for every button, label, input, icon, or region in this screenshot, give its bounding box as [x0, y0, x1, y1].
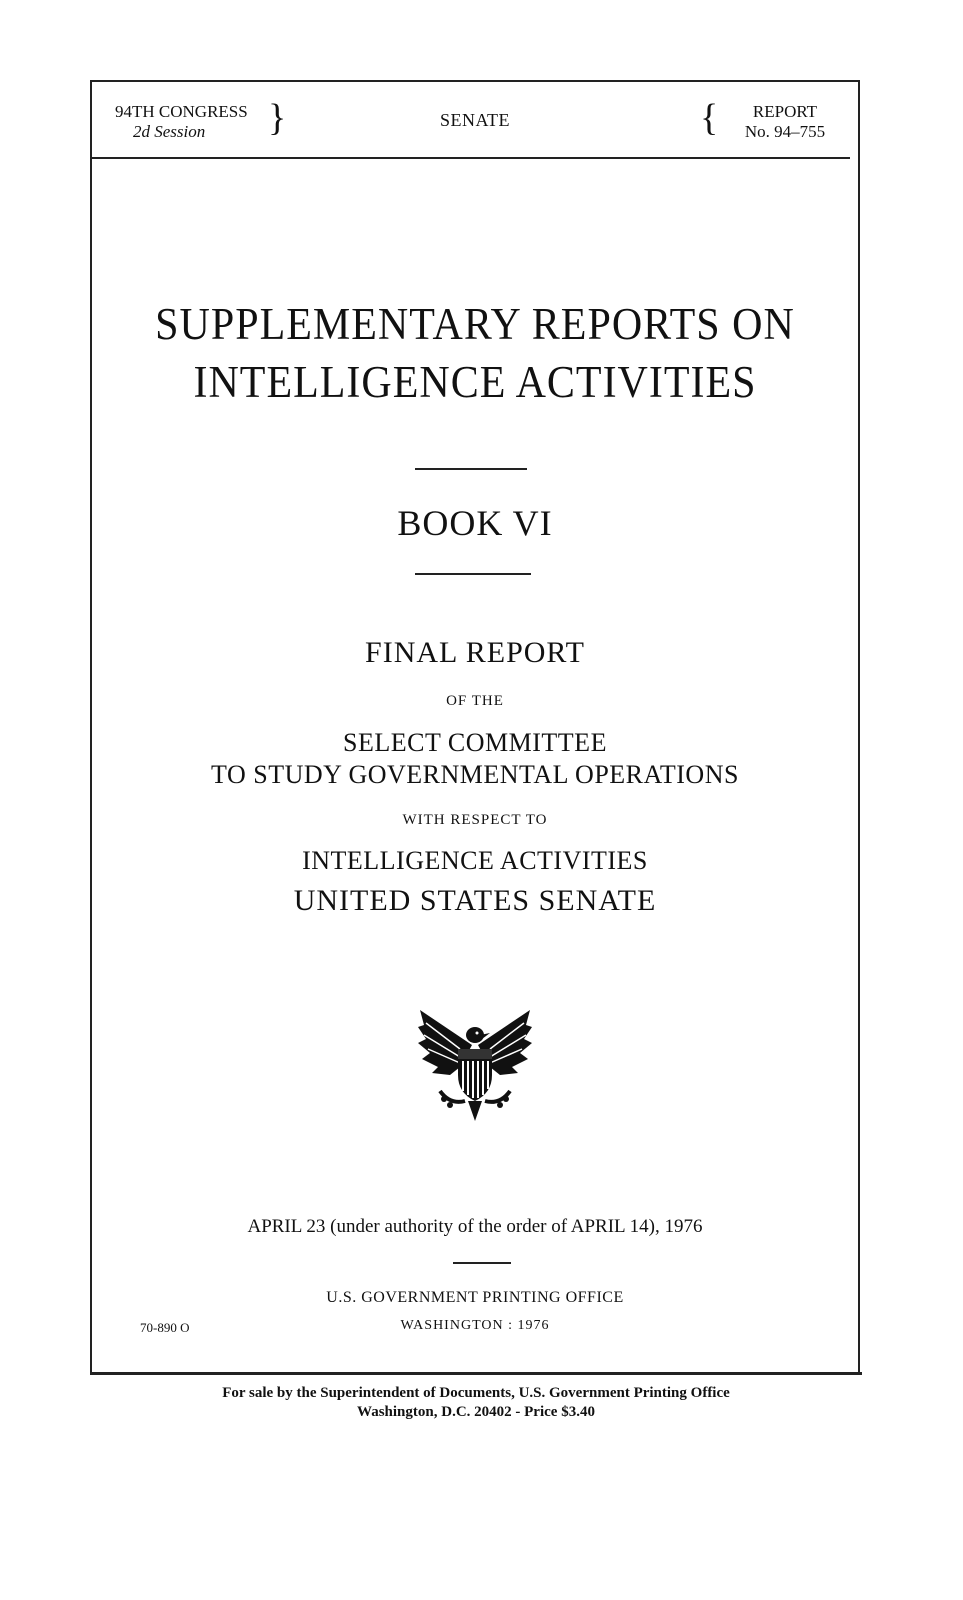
to-study-label: TO STUDY GOVERNMENTAL OPERATIONS — [211, 760, 739, 789]
date-line: APRIL 23 (under authority of the order of APRIL 14), 1976 — [247, 1216, 703, 1237]
with-respect-to-label: WITH RESPECT TO — [402, 812, 548, 828]
final-report-heading: FINAL REPORT — [365, 636, 585, 669]
printer-label: U.S. GOVERNMENT PRINTING OFFICE — [326, 1289, 624, 1306]
document-title — [90, 296, 860, 413]
sale-line-1: For sale by the Superintendent of Documents, U.S. Government Printing Office — [222, 1385, 730, 1401]
congress-session — [115, 102, 248, 142]
title-line-1: SUPPLEMENTARY REPORTS ON — [155, 300, 795, 350]
congress-label: 94TH CONGRESS — [115, 102, 248, 121]
footer-rule — [453, 1262, 511, 1264]
sale-notice — [90, 1384, 862, 1422]
session-label: 2d Session — [133, 122, 206, 141]
select-committee-label: SELECT COMMITTEE — [343, 728, 607, 757]
print-code: 70-890 O — [140, 1320, 190, 1335]
title-rule — [415, 468, 527, 470]
of-the-label: OF THE — [446, 693, 504, 709]
eagle-seal-icon — [410, 1005, 540, 1125]
place-label: WASHINGTON : 1976 — [400, 1318, 550, 1333]
report-label: REPORT — [752, 102, 818, 121]
report-number-value: No. 94–755 — [744, 122, 826, 141]
book-label: BOOK VI — [397, 503, 553, 543]
united-states-senate-label: UNITED STATES SENATE — [293, 884, 657, 917]
chamber-label: SENATE — [440, 110, 510, 130]
sale-line-2: Washington, D.C. 20402 - Price $3.40 — [357, 1404, 595, 1420]
right-brace: { — [700, 97, 719, 139]
book-rule — [415, 573, 531, 575]
intelligence-activities-label: INTELLIGENCE ACTIVITIES — [302, 846, 648, 875]
left-brace: } — [268, 97, 287, 139]
report-number — [730, 102, 840, 142]
header-divider — [92, 157, 850, 159]
title-line-2: INTELLIGENCE ACTIVITIES — [193, 358, 757, 408]
page-border-bottom — [90, 1372, 862, 1375]
